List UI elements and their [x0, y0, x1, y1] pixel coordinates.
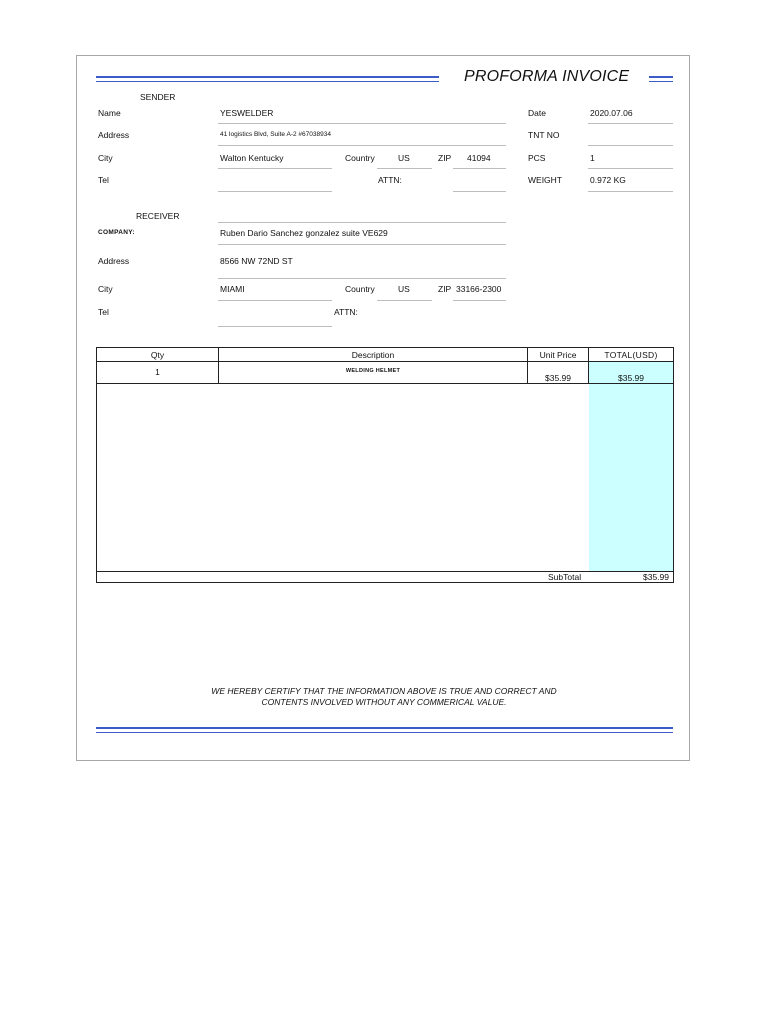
receiver-zip-underline [453, 300, 506, 301]
receiver-tel-label: Tel [98, 307, 109, 317]
shipment-tnt-label: TNT NO [528, 130, 560, 140]
receiver-top-underline [218, 222, 506, 223]
receiver-city-underline [218, 300, 332, 301]
receiver-address-underline [218, 278, 506, 279]
shipment-weight-value: 0.972 KG [590, 175, 626, 185]
sender-attn-label: ATTN: [378, 175, 402, 185]
shipment-pcs-underline [588, 168, 673, 169]
row-qty: 1 [155, 367, 160, 377]
shipment-weight-underline [588, 191, 673, 192]
sender-address-value: 41 logistics Blvd, Suite A-2 #67038934 [220, 131, 331, 138]
sender-zip-underline [453, 168, 506, 169]
header-rule-right [649, 76, 673, 78]
header-rule-left-thin [96, 81, 439, 82]
certification-line-1: WE HEREBY CERTIFY THAT THE INFORMATION ABOVE IS TRUE AND CORRECT AND [211, 686, 557, 696]
header-rule-right-thin [649, 81, 673, 82]
header-unit-price: Unit Price [539, 350, 577, 360]
invoice-title: PROFORMA INVOICE [464, 68, 630, 85]
header-total: TOTAL(USD) [604, 350, 658, 360]
shipment-pcs-label: PCS [528, 153, 546, 163]
subtotal-value: $35.99 [643, 572, 669, 582]
receiver-tel-underline [218, 326, 332, 327]
sender-attn-underline [453, 191, 506, 192]
receiver-attn-label: ATTN: [334, 307, 358, 317]
receiver-country-underline [377, 300, 432, 301]
row-unit-price: $35.99 [545, 373, 571, 383]
table-subtotal-divider [96, 571, 674, 572]
sender-city-value: Walton Kentucky [220, 153, 284, 163]
subtotal-label: SubTotal [548, 572, 582, 582]
receiver-zip-value: 33166-2300 [456, 284, 502, 294]
sender-address-underline [218, 145, 506, 146]
sender-country-value: US [398, 153, 410, 163]
receiver-zip-label: ZIP [438, 284, 452, 294]
shipment-date-underline [588, 123, 673, 124]
sender-city-underline [218, 168, 332, 169]
receiver-address-label: Address [98, 256, 130, 266]
sender-heading: SENDER [140, 92, 176, 102]
receiver-country-label: Country [345, 284, 375, 294]
shipment-pcs-value: 1 [590, 153, 595, 163]
receiver-address-value: 8566 NW 72ND ST [220, 256, 293, 266]
sender-city-label: City [98, 153, 113, 163]
row-total: $35.99 [618, 373, 644, 383]
receiver-city-value: MIAMI [220, 284, 245, 294]
footer-rule-thin [96, 732, 673, 733]
sender-tel-label: Tel [98, 175, 109, 185]
sender-name-label: Name [98, 108, 121, 118]
receiver-country-value: US [398, 284, 410, 294]
sender-country-label: Country [345, 153, 375, 163]
sender-name-underline [218, 123, 506, 124]
shipment-weight-label: WEIGHT [528, 175, 562, 185]
header-qty: Qty [150, 350, 165, 360]
shipment-date-value: 2020.07.06 [590, 108, 633, 118]
row-description: WELDING HELMET [345, 368, 401, 374]
footer-rule [96, 727, 673, 729]
header-description: Description [351, 350, 395, 360]
invoice-sheet [76, 55, 690, 761]
shipment-tnt-underline [588, 145, 673, 146]
sender-address-label: Address [98, 130, 130, 140]
receiver-company-underline [218, 244, 506, 245]
sender-tel-underline [218, 191, 332, 192]
receiver-company-label: COMPANY: [98, 229, 135, 236]
certification-line-2: CONTENTS INVOLVED WITHOUT ANY COMMERICAL VALUE. [261, 697, 507, 707]
sender-zip-value: 41094 [467, 153, 491, 163]
sender-zip-label: ZIP [438, 153, 452, 163]
header-rule-left [96, 76, 439, 78]
sender-name-value: YESWELDER [220, 108, 274, 118]
sender-country-underline [377, 168, 432, 169]
receiver-city-label: City [98, 284, 113, 294]
shipment-date-label: Date [528, 108, 546, 118]
receiver-heading: RECEIVER [136, 211, 180, 221]
receiver-company-value: Ruben Dario Sanchez gonzalez suite VE629 [220, 228, 388, 238]
